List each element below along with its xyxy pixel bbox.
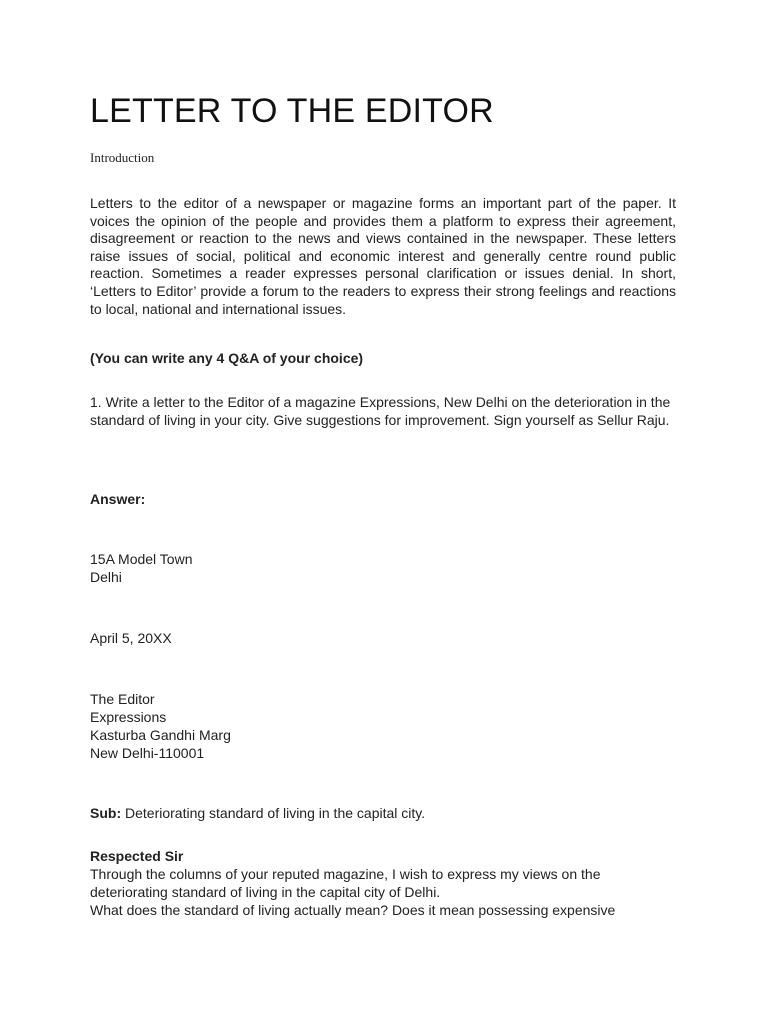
address-line: The Editor [90, 691, 155, 707]
body-line: Through the columns of your reputed magazine, I wish to express my views on the [90, 866, 601, 882]
intro-paragraph: Letters to the editor of a newspaper or magazine forms an important part of the paper. It voices the opinion of the people and provides them a platform to express their agreement, disagreement or reaction to the news and views contained in the newspaper. These letters raise issues of social, political and economic interest and generally centre round public reaction. Sometimes a reader expresses personal clarification or issues denial. In short, ‘Letters to Editor’ provide a forum to the readers to express their strong feelings and reactions to local, national and international issues. [90, 195, 676, 317]
address-line: Delhi [90, 569, 122, 585]
instruction-text: (You can write any 4 Q&A of your choice) [90, 350, 364, 366]
recipient-address [90, 690, 231, 762]
page-title: LETTER TO THE EDITOR [90, 92, 494, 130]
answer-label: Answer: [90, 491, 146, 507]
address-line: New Delhi-110001 [90, 745, 205, 761]
body-line: deteriorating standard of living in the capital city of Delhi. [90, 884, 441, 900]
subject-text: Deteriorating standard of living in the capital city. [121, 805, 426, 821]
intro-heading: Introduction [90, 150, 155, 165]
subject-line [90, 804, 425, 822]
address-line: Kasturba Gandhi Marg [90, 727, 231, 743]
letter-body [90, 865, 615, 919]
letter-date: April 5, 20XX [90, 630, 172, 646]
sender-address [90, 550, 192, 586]
question-text: 1. Write a letter to the Editor of a magazine Expressions, New Delhi on the deterioration in the standard of living in your city. Give suggestions for improvement. Sign yourself as Sellur Raju. [90, 394, 671, 428]
address-line: 15A Model Town [90, 551, 193, 567]
salutation: Respected Sir [90, 848, 184, 864]
address-line: Expressions [90, 709, 167, 725]
body-line: What does the standard of living actually mean? Does it mean possessing expensive [90, 902, 616, 918]
subject-label: Sub: [90, 805, 122, 821]
